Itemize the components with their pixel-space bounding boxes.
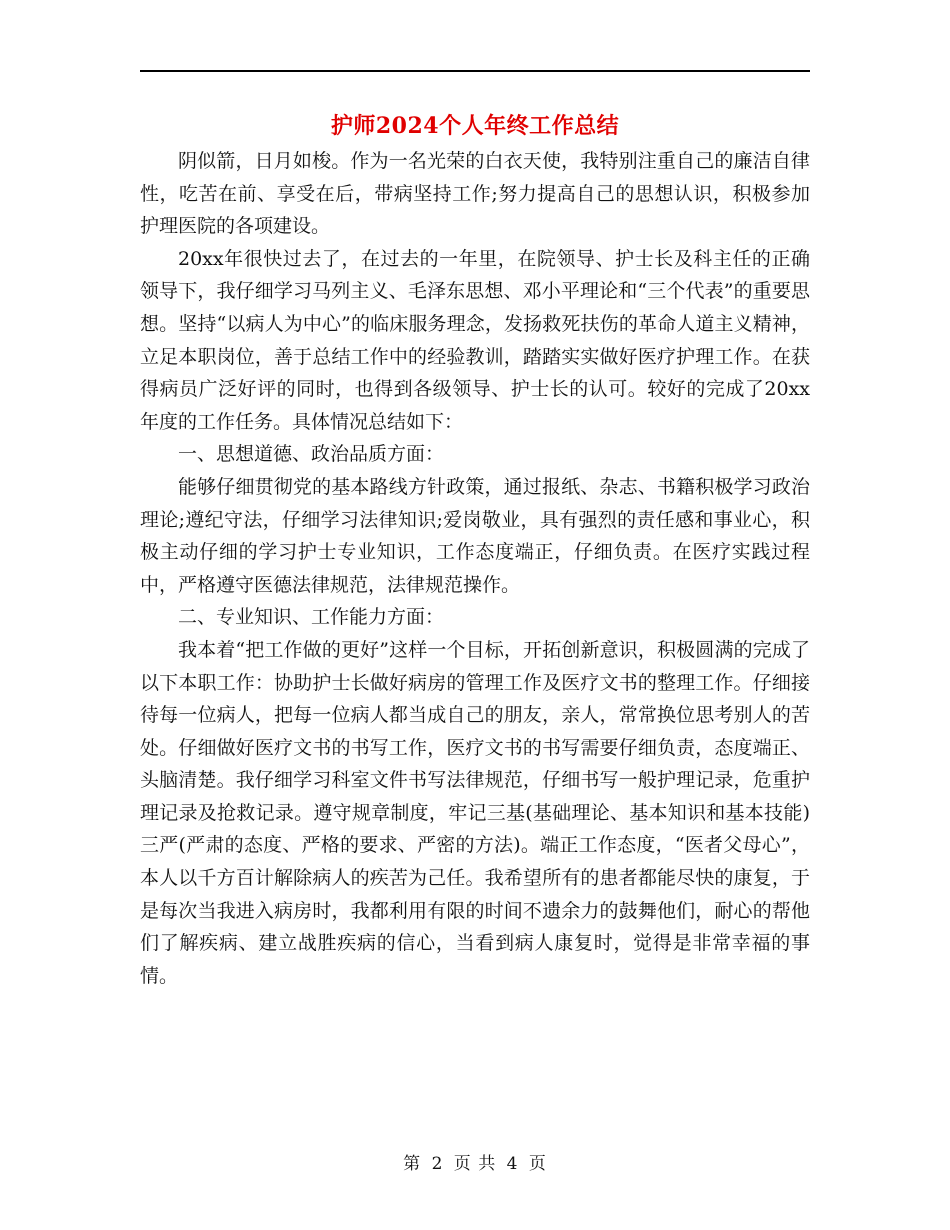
footer-current-page: 2 [431,1154,444,1174]
paragraph-overview: 20xx年很快过去了，在过去的一年里，在院领导、护士长及科主任的正确领导下，我仔细学习马列主义、毛泽东思想、邓小平理论和“三个代表”的重要思想。坚持“以病人为中心”的临床服务理念，发扬救死扶伤的革命人道主义精神，立足本职岗位，善于总结工作中的经验教训，踏踏实实做好医疗护理工作。在获得病员广泛好评的同时，也得到各级领导、护士长的认可。较好的完成了20xx年度的工作任务。具体情况总结如下： [140,247,810,433]
paragraph-section-1: 能够仔细贯彻党的基本路线方针政策，通过报纸、杂志、书籍积极学习政治理论;遵纪守法，仔细学习法律知识;爱岗敬业，具有强烈的责任感和事业心，积极主动仔细的学习护士专业知识，工作态度端正，仔细负责。在医疗实践过程中，严格遵守医德法律规范，法律规范操作。 [140,475,810,596]
paragraph-intro: 阴似箭，日月如梭。作为一名光荣的白衣天使，我特别注重自己的廉洁自律性，吃苦在前、享受在后，带病坚持工作;努力提高自己的思想认识，积极参加护理医院的各项建设。 [140,150,810,238]
footer-prefix: 第 [403,1154,422,1174]
paragraph-section-2: 我本着“把工作做的更好”这样一个目标，开拓创新意识，积极圆满的完成了以下本职工作：协助护士长做好病房的管理工作及医疗文书的整理工作。仔细接待每一位病人，把每一位病人都当成自己的朋友，亲人，常常换位思考别人的苦处。仔细做好医疗文书的书写工作，医疗文书的书写需要仔细负责，态度端正、头脑清楚。我仔细学习科室文件书写法律规范，仔细书写一般护理记录，危重护理记录及抢救记录。遵守规章制度，牢记三基(基础理论、基本知识和基本技能)三严(严肃的态度、严格的要求、严密的方法)。端正工作态度，“医者父母心”，本人以千方百计解除病人的疾苦为己任。我希望所有的患者都能尽快的康复，于是每次当我进入病房时，我都利用有限的时间不遗余力的鼓舞他们，耐心的帮他们了解疾病、建立战胜疾病的信心，当看到病人康复时，觉得是非常幸福的事情。 [140,638,810,987]
header-rule [140,70,810,72]
page-number-footer [0,1152,950,1176]
document-title: 护师2024个人年终工作总结 [330,113,620,139]
footer-mid: 页 共 [453,1154,497,1174]
footer-suffix: 页 [528,1154,547,1174]
section-heading-1: 一、思想道德、政治品质方面： [178,443,445,466]
section-heading-2: 二、专业知识、工作能力方面： [178,606,445,629]
document-body [140,145,810,992]
footer-total-pages: 4 [506,1154,519,1174]
